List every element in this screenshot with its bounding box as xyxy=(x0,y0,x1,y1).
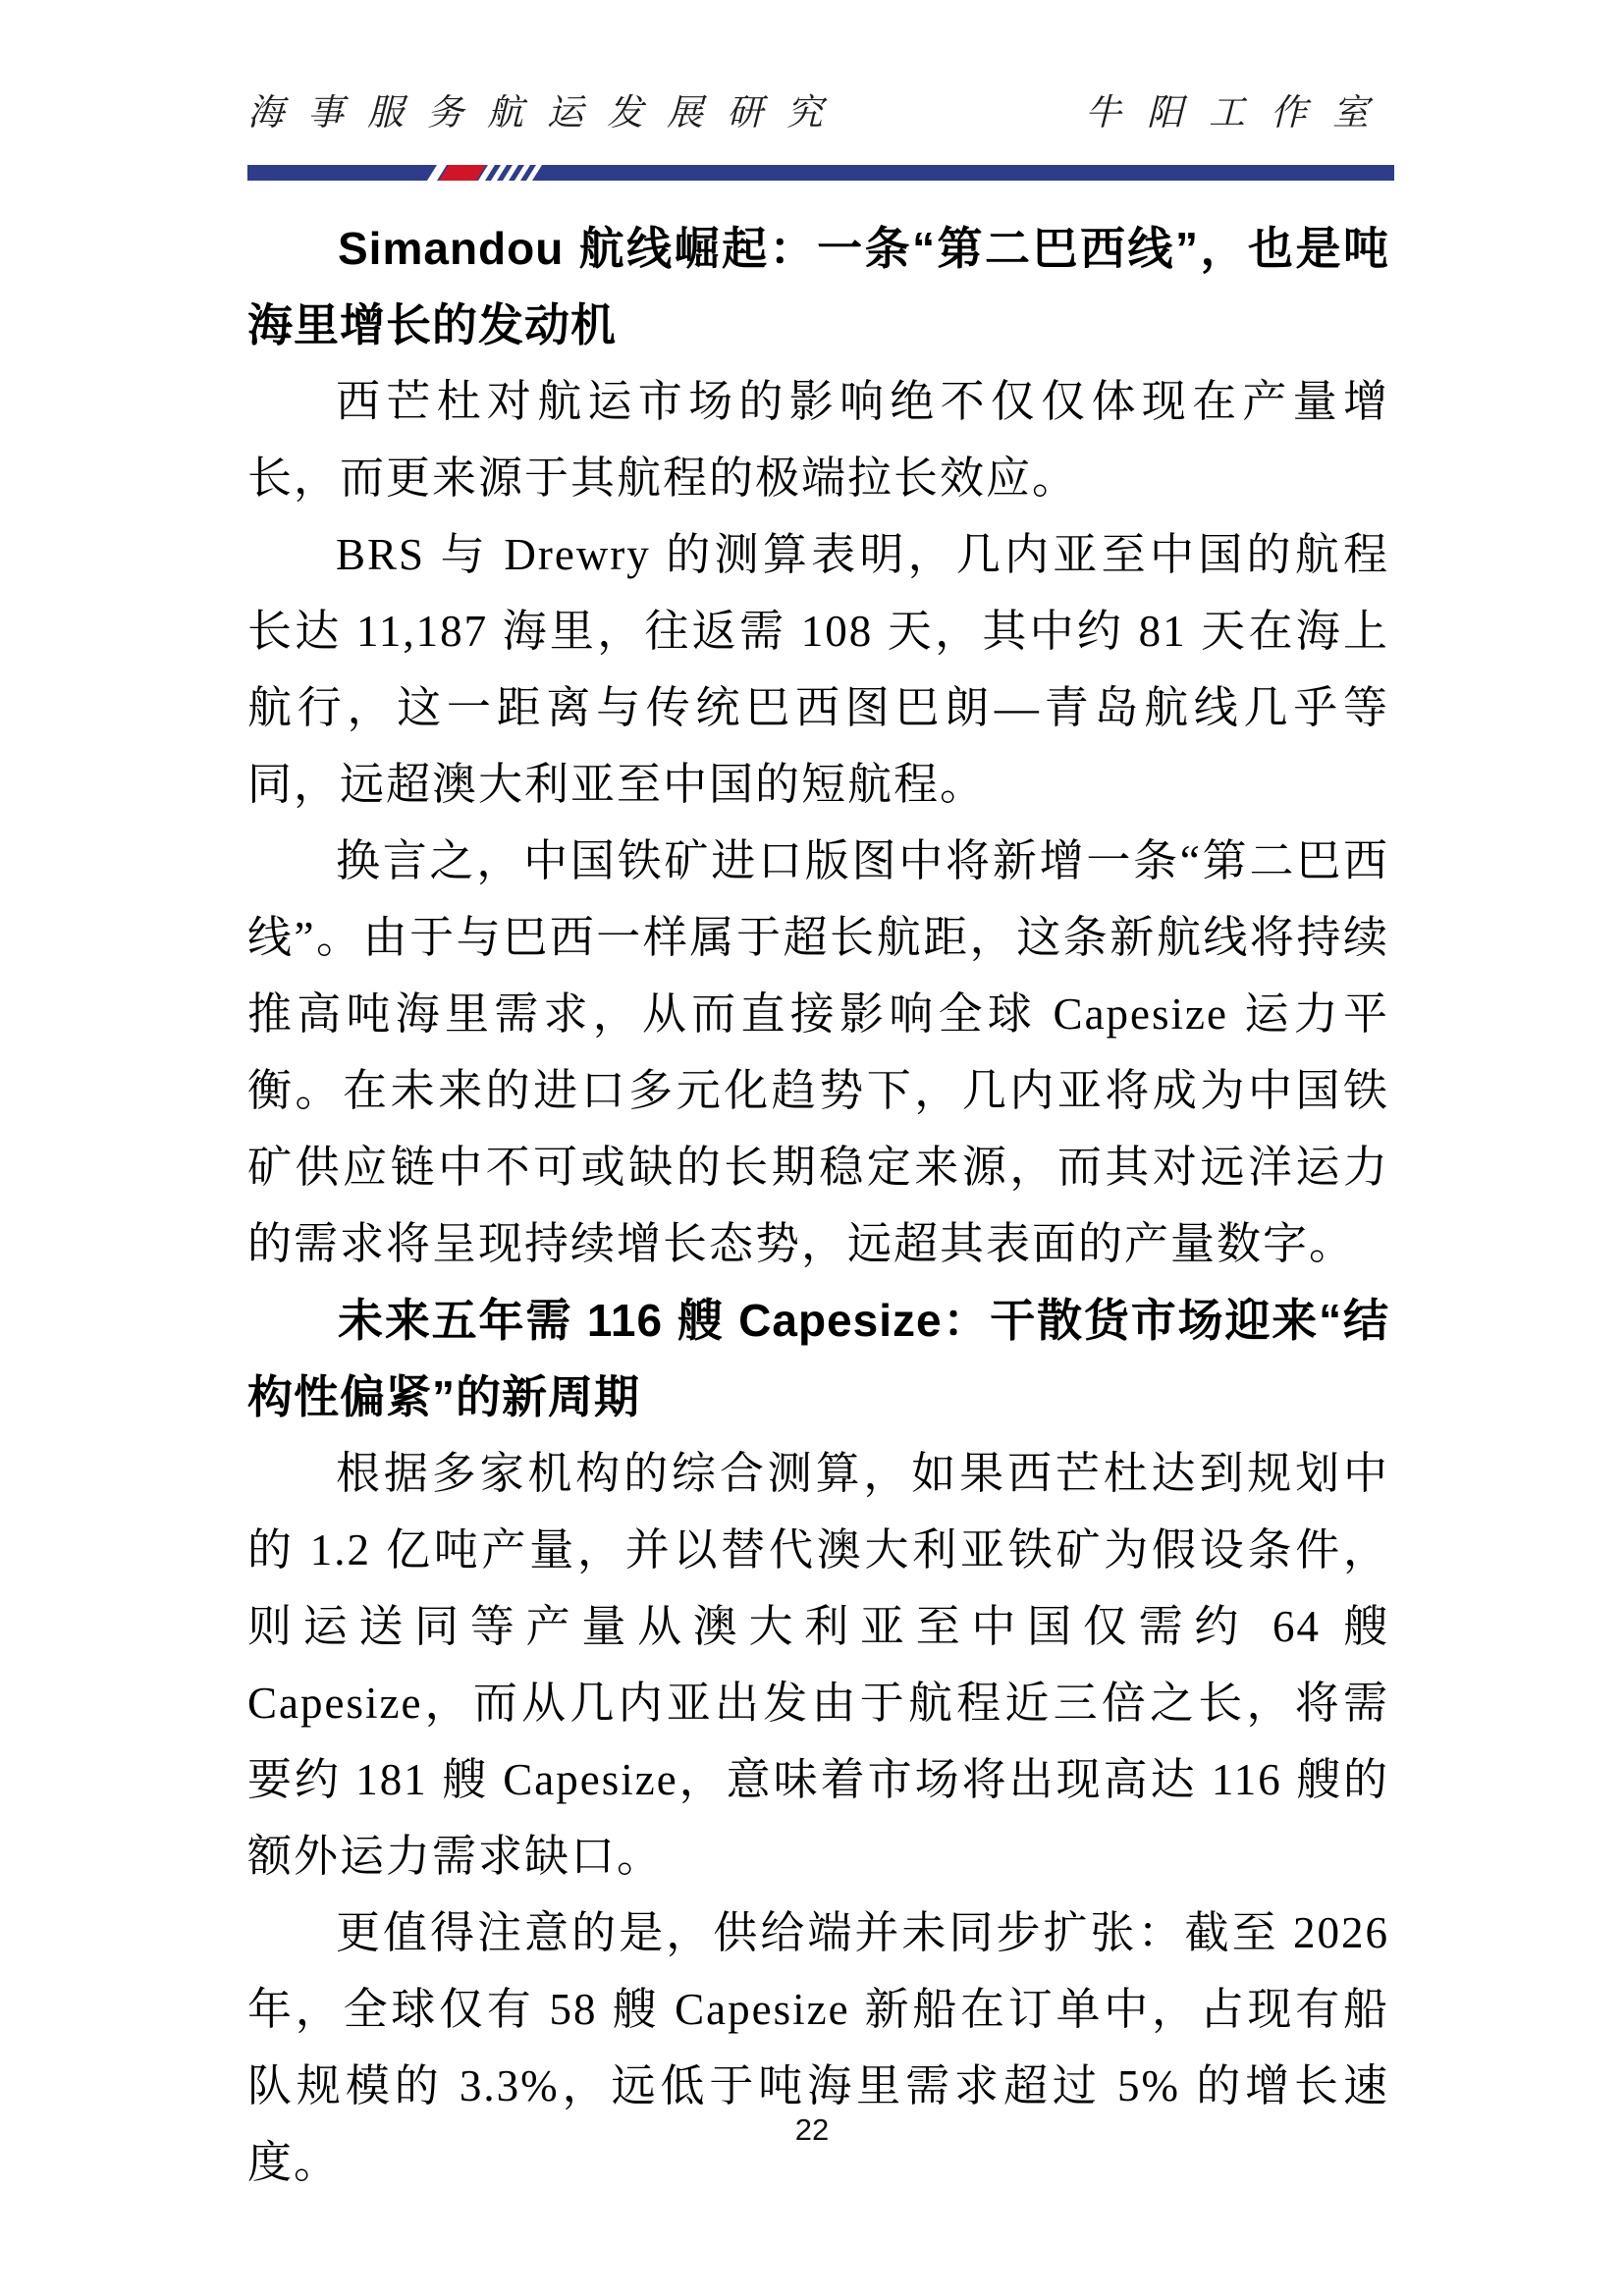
page-header xyxy=(247,82,1394,135)
paragraph-capesize-gap: 根据多家机构的综合测算，如果西芒杜达到规划中的 1.2 亿吨产量，并以替代澳大利亚铁矿为假设条件，则运送同等产量从澳大利亚至中国仅需约 64 艘 Capesize，而从几内亚出发由于航程近三倍之长，将需要约 181 艘 Capesize，意味着市场将出现高达 116 艘的额外运力需求缺口。 xyxy=(247,1449,1389,1881)
header-right-title: 牛阳工作室 xyxy=(1085,91,1394,133)
section-heading-capesize-demand: 未来五年需 116 艘 Capesize：干散货市场迎来“结构性偏紧”的新周期 xyxy=(247,1295,1389,1422)
paragraph-second-brazil-line: 换言之，中国铁矿进口版图中将新增一条“第二巴西线”。由于与巴西一样属于超长航距，这条新航线将持续推高吨海里需求，从而直接影响全球 Capesize 运力平衡。在未来的进口多元化趋势下，几内亚将成为中国铁矿供应链中不可或缺的长期稳定来源，而其对远洋运力的需求将呈现持续增长态势，远超其表面的产量数字。 xyxy=(247,836,1389,1268)
document-body xyxy=(247,210,1389,2201)
header-left-title: 海事服务航运发展研究 xyxy=(247,91,846,133)
section-heading-simandou-route: Simandou 航线崛起：一条“第二巴西线”，也是吨海里增长的发动机 xyxy=(247,223,1389,350)
paragraph-impact-overview: 西芒杜对航运市场的影响绝不仅仅体现在产量增长，而更来源于其航程的极端拉长效应。 xyxy=(247,377,1389,503)
page-number: 22 xyxy=(794,2112,830,2147)
page-footer xyxy=(0,2112,1624,2148)
header-divider-bar xyxy=(247,165,1394,181)
paragraph-supply-side: 更值得注意的是，供给端并未同步扩张：截至 2026 年，全球仅有 58 艘 Capesize 新船在订单中，占现有船队规模的 3.3%，远低于吨海里需求超过 5% 的增长速度。 xyxy=(247,1908,1389,2187)
paragraph-voyage-distance: BRS 与 Drewry 的测算表明，几内亚至中国的航程长达 11,187 海里，往返需 108 天，其中约 81 天在海上航行，这一距离与传统巴西图巴朗—青岛航线几乎等同，远超澳大利亚至中国的短航程。 xyxy=(247,530,1389,809)
